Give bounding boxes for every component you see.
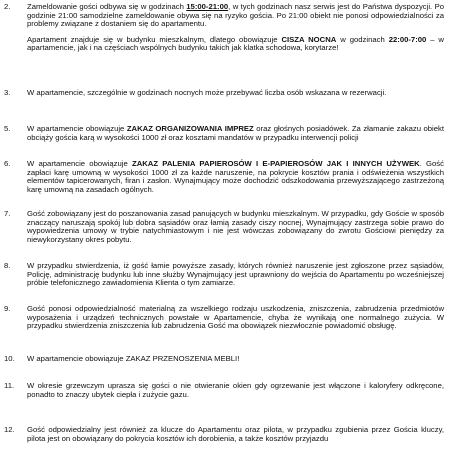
- text-run: w godzinach: [336, 34, 389, 44]
- rule-paragraph: [27, 125, 444, 142]
- rule-paragraph: [27, 305, 444, 331]
- rule-number: 2.: [4, 2, 11, 11]
- text-run: Gość odpowiedzialny jest również za klucze do Apartamentu oraz pilota, w przypadku zgubienia przez Gościa kluczy, pilota jest on obowiązany do pokrycia kosztów ich dorobienia, a także kosztów przyjazdu: [27, 425, 444, 443]
- quiet-hours-label: CISZA NOCNA: [281, 34, 337, 44]
- quiet-hours-time: 22:00-7:00: [388, 34, 427, 44]
- text-run: Gość zobowiązany jest do poszanowania zasad panujących w budynku mieszkalnym. W przypadku, gdy Goście w sposób znaczący naruszają spokój lub dobra sąsiadów oraz łamią zasady ciszy nocnej, Wynajmujący zastrzega sobie prawo do wypowiedzenia umowy w trybie natychmiastowym i nie jest wówczas zobowiązany do zwrotu Gościowi pieniędzy za niewykorzystany okres pobytu.: [27, 209, 444, 244]
- rule-text: [27, 262, 444, 288]
- rule-number: 8.: [4, 261, 11, 270]
- rule-text: [27, 89, 444, 98]
- rule-number: 7.: [4, 209, 11, 218]
- text-run: W apartamencie obowiązuje ZAKAZ PRZENOSZENIA MEBLI!: [27, 354, 240, 363]
- rule-text: [27, 160, 444, 194]
- text-run: , w tych godzinach nasz serwis jest do Państwa dyspozycji. Po godzinie 21:00 samodzielne zameldowanie obywa się na ryzyko gościa. Po 21:00 obiekt nie ponosi odpowiedzialności za problemy związane z dostaniem się do apartamentu.: [27, 2, 444, 29]
- text-run: Gość ponosi odpowiedzialność materialną za wszelkiego rodzaju uszkodzenia, zniszczenia, zabrudzenia przedmiotów wyposażenia i urządzeń technicznych powstałe w Apartamencie, chyba że wynikają one normalnego zużycia. W przypadku stwierdzenia zniszczenia lub zabrudzenia Gość ma obowiązek niezwłocznie powiadomić obsługę.: [27, 304, 444, 331]
- rule-paragraph: [27, 382, 444, 399]
- text-run: – w apartamencie, jak i na częściach wspólnych budynku takich jak klatka schodowa, korytarze!: [27, 34, 444, 53]
- rule-number: 3.: [4, 88, 11, 97]
- text-run: W apartamencie, szczególnie w godzinach nocnych może przebywać liczba osób wskazana w rezerwacji.: [27, 88, 387, 97]
- rule-number: 11.: [4, 381, 15, 390]
- rule-text: [27, 305, 444, 331]
- rule-number: 12.: [4, 425, 15, 434]
- text-run: W apartamencie obowiązuje: [27, 159, 132, 168]
- text-run: oraz głośnych posiadówek. Za złamanie zakazu obiekt obciąży gościa karą w wysokości 1000 zł oraz kosztami mandatów w przypadku interwencji policji: [27, 124, 445, 142]
- rule-paragraph: [27, 160, 444, 194]
- rule-paragraph: [27, 3, 444, 29]
- rule-paragraph: [27, 36, 444, 53]
- rule-number: 5.: [4, 124, 11, 133]
- rule-paragraph: [27, 89, 444, 98]
- rule-paragraph: [27, 210, 444, 244]
- rule-text: [27, 426, 444, 443]
- party-ban: ZAKAZ ORGANIZOWANIA IMPREZ: [126, 124, 254, 133]
- rule-number: 9.: [4, 304, 11, 313]
- rule-number: 6.: [4, 159, 11, 168]
- rule-text: [27, 210, 444, 244]
- rule-paragraph: [27, 262, 444, 288]
- rule-text: [27, 125, 444, 142]
- text-run: W przypadku stwierdzenia, iż gość łamie powyższe zasady, których również naruszenie jest zgłoszone przez sąsiadów, Policję, administrację budynku lub inne służby Wynajmujący jest uprawniony do wejścia do Apartamentu po wcześniejszej próbie telefonicznego zawiadomienia Klienta o tym zamiarze.: [27, 261, 444, 288]
- text-run: W apartamencie obowiązuje: [27, 124, 127, 133]
- smoking-ban: ZAKAZ PALENIA PAPIEROSÓW I E-PAPIEROSÓW JAK I INNYCH UŻYWEK: [132, 159, 420, 168]
- text-run: Zameldowanie gości odbywa się w godzinach: [27, 2, 187, 11]
- text-run: . Gość zapłaci karę umowną w wysokości 1000 zł za każde naruszenie, na pokrycie kosztów prania i odświeżenia wszystkich elementów tapicerowanych, firan i zasłon. Wynajmujący może dochodzić odszkodowania przewyższającego zastrzeżoną karę umowną na zasadach ogólnych.: [27, 159, 444, 194]
- rule-text: [27, 382, 444, 399]
- rule-text: [27, 3, 444, 53]
- rule-paragraph: [27, 355, 444, 364]
- text-run: Apartament znajduje się w budynku mieszkalnym, dlatego obowiązuje: [27, 34, 282, 44]
- rule-paragraph: [27, 426, 444, 443]
- text-run: W okresie grzewczym uprasza się gości o nie otwieranie okien gdy ogrzewanie jest włączone i kaloryfery odkręcone, ponadto to znaczy ubytek ciepła i zużycie gazu.: [27, 381, 444, 399]
- check-in-hours: 15:00-21:00: [186, 2, 229, 11]
- rule-number: 10.: [4, 354, 15, 363]
- rule-text: [27, 355, 444, 364]
